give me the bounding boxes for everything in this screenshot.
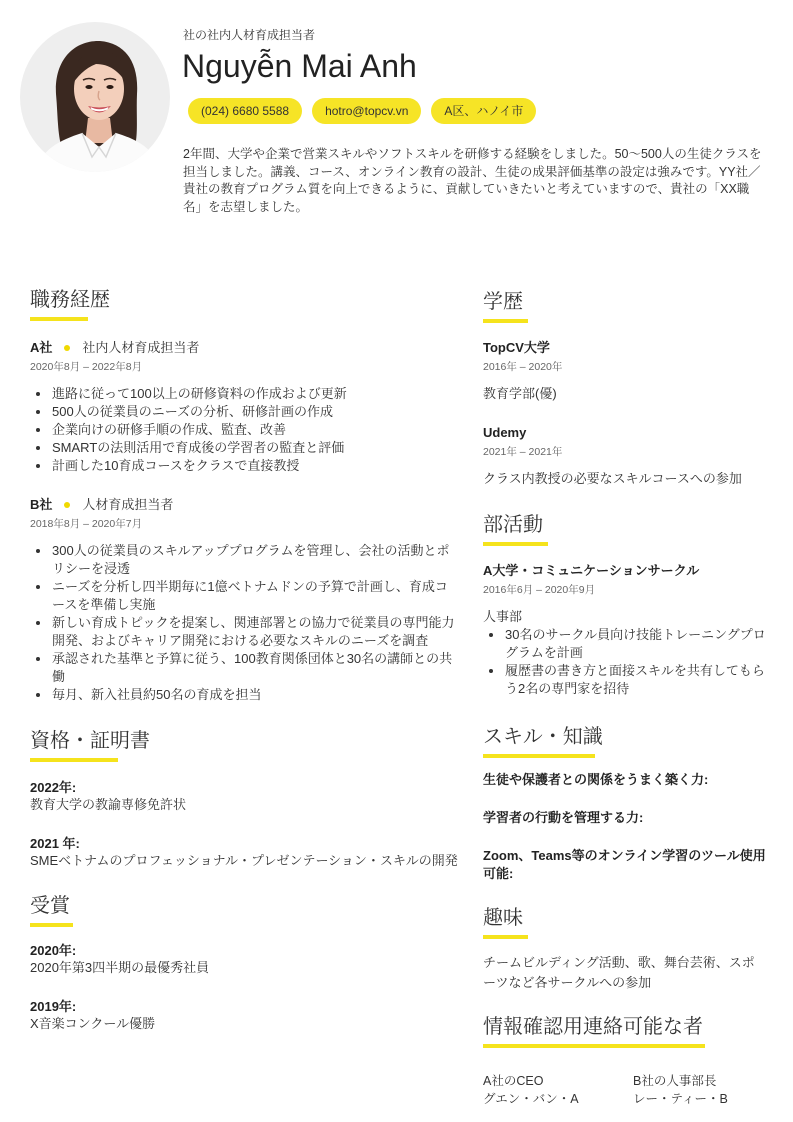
skill-item: 学習者の行動を管理する力: xyxy=(483,810,644,825)
certifications-section xyxy=(30,728,460,869)
activity-period: 2016年6月 – 2020年9月 xyxy=(483,584,596,596)
education-detail: 教育学部(優) xyxy=(483,386,557,401)
education-period: 2016年 – 2020年 xyxy=(483,361,563,373)
skills-section xyxy=(483,724,767,883)
award-entry xyxy=(30,998,460,1032)
job-header xyxy=(30,496,460,514)
duty-item: 進路に従って100以上の研修資料の作成および更新 xyxy=(30,385,460,403)
activity-detail-item: 30名のサークル員向け技能トレーニングプログラムを計画 xyxy=(483,626,767,662)
skill-item: Zoom、Teams等のオンライン学習のツール使用可能: xyxy=(483,848,766,881)
certification-year: 2022年: xyxy=(30,780,77,795)
certification-name: 教育大学の教諭専修免許状 xyxy=(30,797,187,812)
section-underline xyxy=(483,1044,705,1048)
duty-item: 承認された基準と予算に従う、100教育関係団体と30名の講師との共働 xyxy=(30,650,460,686)
job-title: 社内人材育成担当者 xyxy=(82,340,200,355)
section-heading: 趣味 xyxy=(483,907,523,929)
activity-entry xyxy=(483,562,767,698)
section-underline xyxy=(30,317,88,321)
school-name: TopCV大学 xyxy=(483,340,550,355)
award-name: 2020年第3四半期の最優秀社員 xyxy=(30,960,210,975)
section-underline xyxy=(30,923,73,927)
address-pill: A区、ハノイ市 xyxy=(431,98,536,124)
job-header xyxy=(30,339,460,357)
duty-item: 企業向けの研修手順の作成、監査、改善 xyxy=(30,421,460,439)
certification-entry xyxy=(30,779,460,813)
activity-role: 人事部 xyxy=(483,609,523,624)
award-year: 2019年: xyxy=(30,999,77,1014)
contact-pills xyxy=(188,98,536,124)
duty-item: SMARTの法則活用で育成後の学習者の監査と評価 xyxy=(30,439,460,457)
section-heading: 資格・証明書 xyxy=(30,730,150,752)
section-heading: 職務経歴 xyxy=(30,289,110,311)
separator-dot xyxy=(64,502,70,508)
hobbies-section xyxy=(483,905,767,993)
separator-dot xyxy=(64,345,70,351)
education-entry xyxy=(483,339,767,403)
education-period: 2021年 – 2021年 xyxy=(483,446,563,458)
award-year: 2020年: xyxy=(30,943,77,958)
activity-name: A大学・コミュニケーションサークル xyxy=(483,563,700,578)
certification-name: SMEベトナムのプロフェッショナル・プレゼンテーション・スキルの開発 xyxy=(30,853,458,868)
phone-pill: (024) 6680 5588 xyxy=(188,98,302,124)
job-period: 2020年8月 – 2022年8月 xyxy=(30,361,143,373)
job-entry xyxy=(30,339,460,475)
company-name: A社 xyxy=(30,340,53,355)
duty-list xyxy=(30,385,460,475)
company-name: B社 xyxy=(30,497,53,512)
candidate-name: Nguyễn Mai Anh xyxy=(182,48,417,84)
section-heading: スキル・知識 xyxy=(483,726,603,748)
hobbies-text: チームビルディング活動、歌、舞台芸術、スポーツなど各サークルへの参加 xyxy=(483,955,755,990)
duty-list xyxy=(30,542,460,704)
job-subtitle: 社の社内人材育成担当者 xyxy=(183,28,316,42)
references-section xyxy=(483,1014,767,1108)
reference-name: レー・ティー・B xyxy=(633,1092,728,1106)
section-heading: 受賞 xyxy=(30,895,70,917)
profile-photo xyxy=(20,22,170,172)
section-heading: 情報確認用連絡可能な者 xyxy=(483,1016,703,1038)
education-detail: クラス内教授の必要なスキルコースへの参加 xyxy=(483,471,742,486)
duty-item: 新しい育成トピックを提案し、関連部署との協力で従業員の専門能力開発、およびキャリア開発における必要なスキルのニーズを調査 xyxy=(30,614,460,650)
section-underline xyxy=(483,935,528,939)
duty-item: 計画した10育成コースをクラスで直接教授 xyxy=(30,457,460,475)
section-underline xyxy=(483,319,528,323)
job-entry xyxy=(30,496,460,704)
section-heading: 学歴 xyxy=(483,291,523,313)
activities-section xyxy=(483,512,767,698)
reference-title: B社の人事部長 xyxy=(633,1074,717,1088)
activity-detail-item: 履歴書の書き方と面接スキルを共有してもらう2名の専門家を招待 xyxy=(483,662,767,698)
education-entry xyxy=(483,424,767,488)
certification-year: 2021 年: xyxy=(30,836,80,851)
duty-item: 500人の従業員のニーズの分析、研修計画の作成 xyxy=(30,403,460,421)
section-underline xyxy=(30,758,118,762)
job-title: 人材育成担当者 xyxy=(82,497,174,512)
career-summary: 2年間、大学や企業で営業スキルやソフトスキルを研修する経験をしました。50～500人の生徒クラスを担当しました。講義、コース、オンライン教育の設計、生徒の成果評価基準の設定は強みです。YY社／貴社の教育プログラム質を向上できるように、貢献していきたいと考えていますので、貴社の「XX職名」を志望しました。 xyxy=(183,147,762,215)
award-name: X音楽コンクール優勝 xyxy=(30,1016,156,1031)
activity-detail-list xyxy=(483,626,767,698)
section-underline xyxy=(483,754,595,758)
experience-section xyxy=(30,287,460,704)
profile-photo-image xyxy=(20,22,170,172)
reference-name: グエン・バン・A xyxy=(483,1092,579,1106)
job-period: 2018年8月 – 2020年7月 xyxy=(30,518,143,530)
section-underline xyxy=(483,542,548,546)
section-heading: 部活動 xyxy=(483,514,543,536)
duty-item: 300人の従業員のスキルアッププログラムを管理し、会社の活動とポリシーを浸透 xyxy=(30,542,460,578)
certification-entry xyxy=(30,835,460,869)
duty-item: ニーズを分析し四半期毎に1億ベトナムドンの予算で計画し、育成コースを準備し実施 xyxy=(30,578,460,614)
school-name: Udemy xyxy=(483,425,527,440)
duty-item: 毎月、新入社員約50名の育成を担当 xyxy=(30,686,460,704)
reference-title: A社のCEO xyxy=(483,1074,544,1088)
education-section xyxy=(483,289,767,488)
award-entry xyxy=(30,942,460,976)
awards-section xyxy=(30,893,460,1032)
skill-item: 生徒や保護者との関係をうまく築く力: xyxy=(483,772,709,787)
reference-list xyxy=(483,1072,767,1108)
email-pill: hotro@topcv.vn xyxy=(312,98,421,124)
